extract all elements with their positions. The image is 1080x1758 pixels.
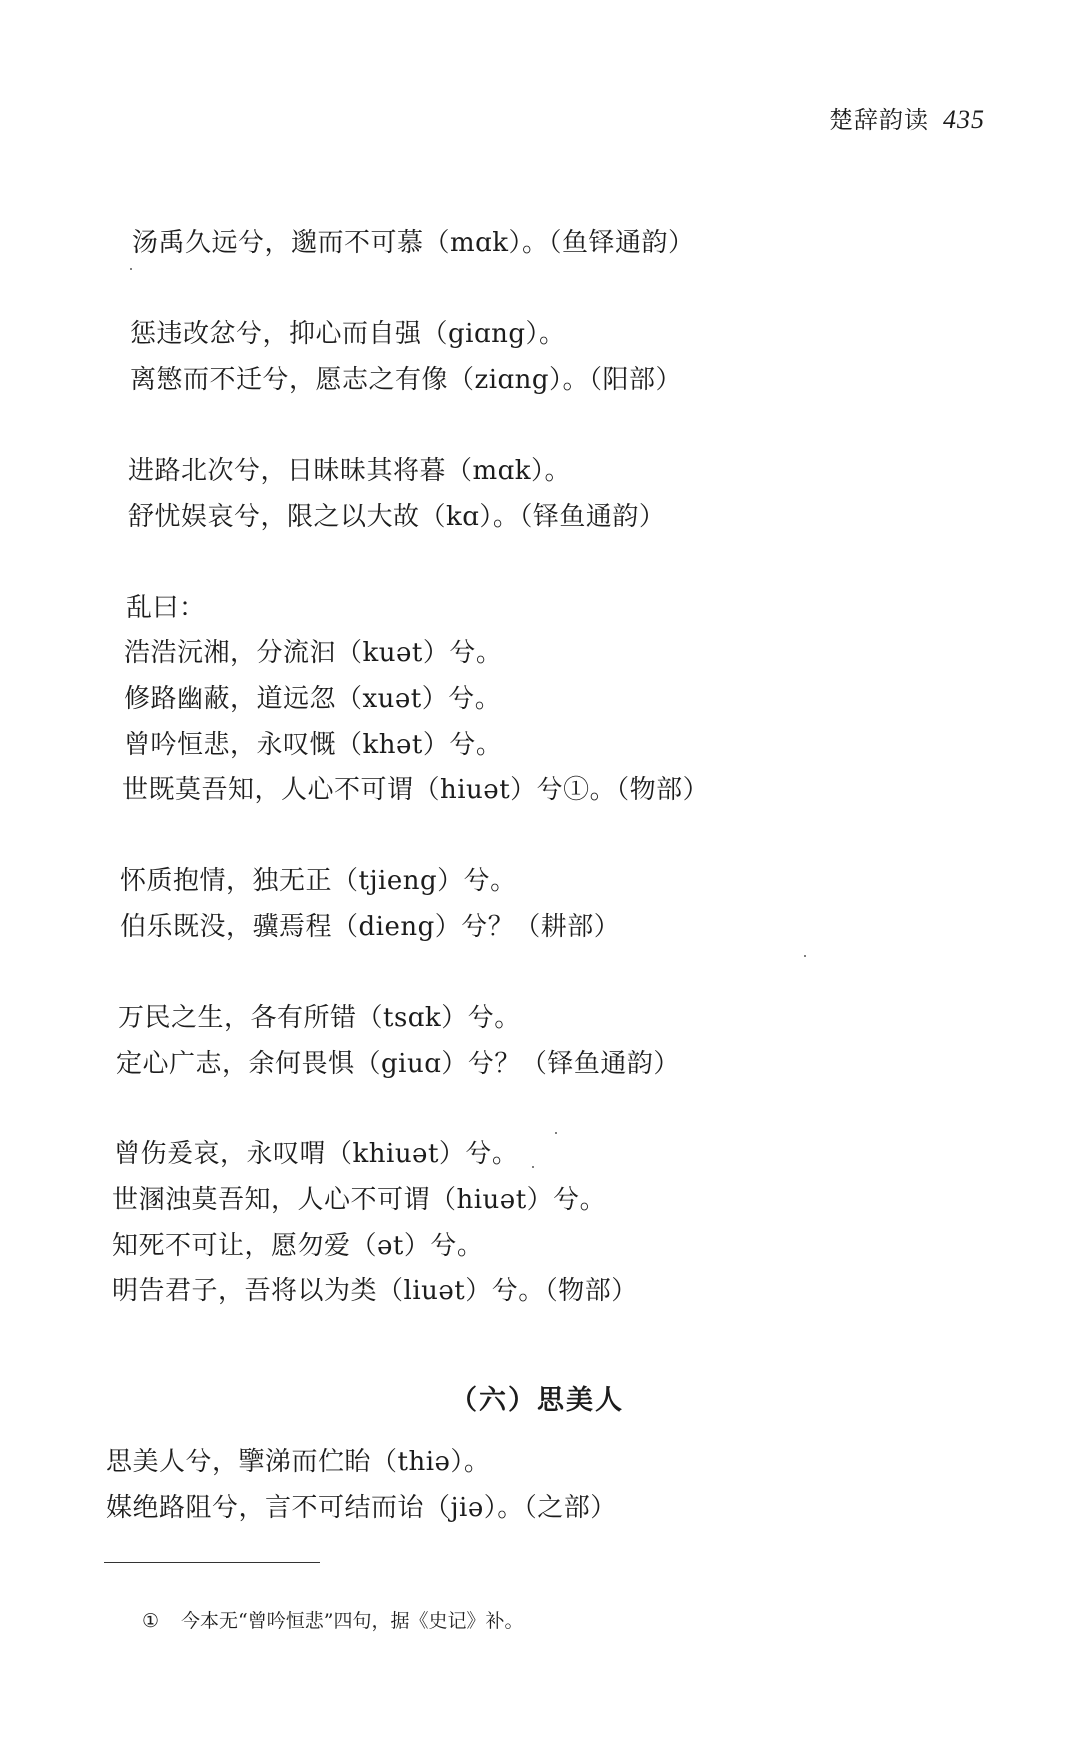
verse-line: 浩浩沅湘，分流汩（kuət）兮。 [124,638,503,668]
verse-line: 汤禹久远兮，邈而不可慕（mɑk）。（鱼铎通韵） [132,228,695,258]
verse-line: 舒忧娱哀兮，限之以大故（kɑ）。（铎鱼通韵） [128,502,666,532]
verse-line: 伯乐既没，骥焉程（dieng）兮？（耕部） [120,912,621,942]
scan-speck [804,955,806,957]
verse-line: 世既莫吾知，人心不可谓（hiuət）兮①。（物部） [122,775,710,805]
page-number: 435 [943,105,985,134]
footnote-text: 今本无“曾吟恒悲”四句，据《史记》补。 [181,1610,524,1632]
verse-line: 定心广志，余何畏惧（giuɑ）兮？（铎鱼通韵） [116,1049,680,1079]
verse-line: 离慜而不迁兮，愿志之有像（ziɑng）。（阳部） [130,365,683,395]
scan-speck [130,268,132,270]
verse-line: 知死不可让，愿勿爱（ət）兮。 [112,1231,484,1261]
verse-line: 明告君子，吾将以为类（liuət）兮。（物部） [112,1276,638,1306]
header-title: 楚辞韵读 [829,106,929,134]
verse-line: 惩违改忿兮，抑心而自强（giɑng）。 [130,319,566,349]
verse-line: 世溷浊莫吾知，人心不可谓（hiuət）兮。 [112,1185,607,1215]
verse-line: 修路幽蔽，道远忽（xuət）兮。 [124,684,502,714]
verse-line: 进路北次兮，日昧昧其将暮（mɑk）。 [128,456,572,486]
footnote-mark: ① [142,1610,160,1632]
footnote [142,1606,523,1633]
running-header [829,100,985,135]
footnote-divider [104,1562,320,1563]
verse-line: 曾伤爰哀，永叹喟（khiuət）兮。 [114,1139,519,1169]
scan-speck [555,1132,557,1134]
verse-line: 万民之生，各有所错（tsɑk）兮。 [118,1003,521,1033]
verse-line: 怀质抱情，独无正（tjieng）兮。 [120,866,517,896]
scan-speck [532,1166,534,1168]
verse-line: 思美人兮，擥涕而伫眙（thiə）。 [106,1447,491,1477]
verse-line: 媒绝路阻兮，言不可结而诒（jiə）。（之部） [106,1493,617,1523]
verse-line: 曾吟恒悲，永叹慨（khət）兮。 [124,730,503,760]
verse-line: 乱曰： [126,593,206,623]
section-title: （六）思美人 [450,1385,624,1416]
